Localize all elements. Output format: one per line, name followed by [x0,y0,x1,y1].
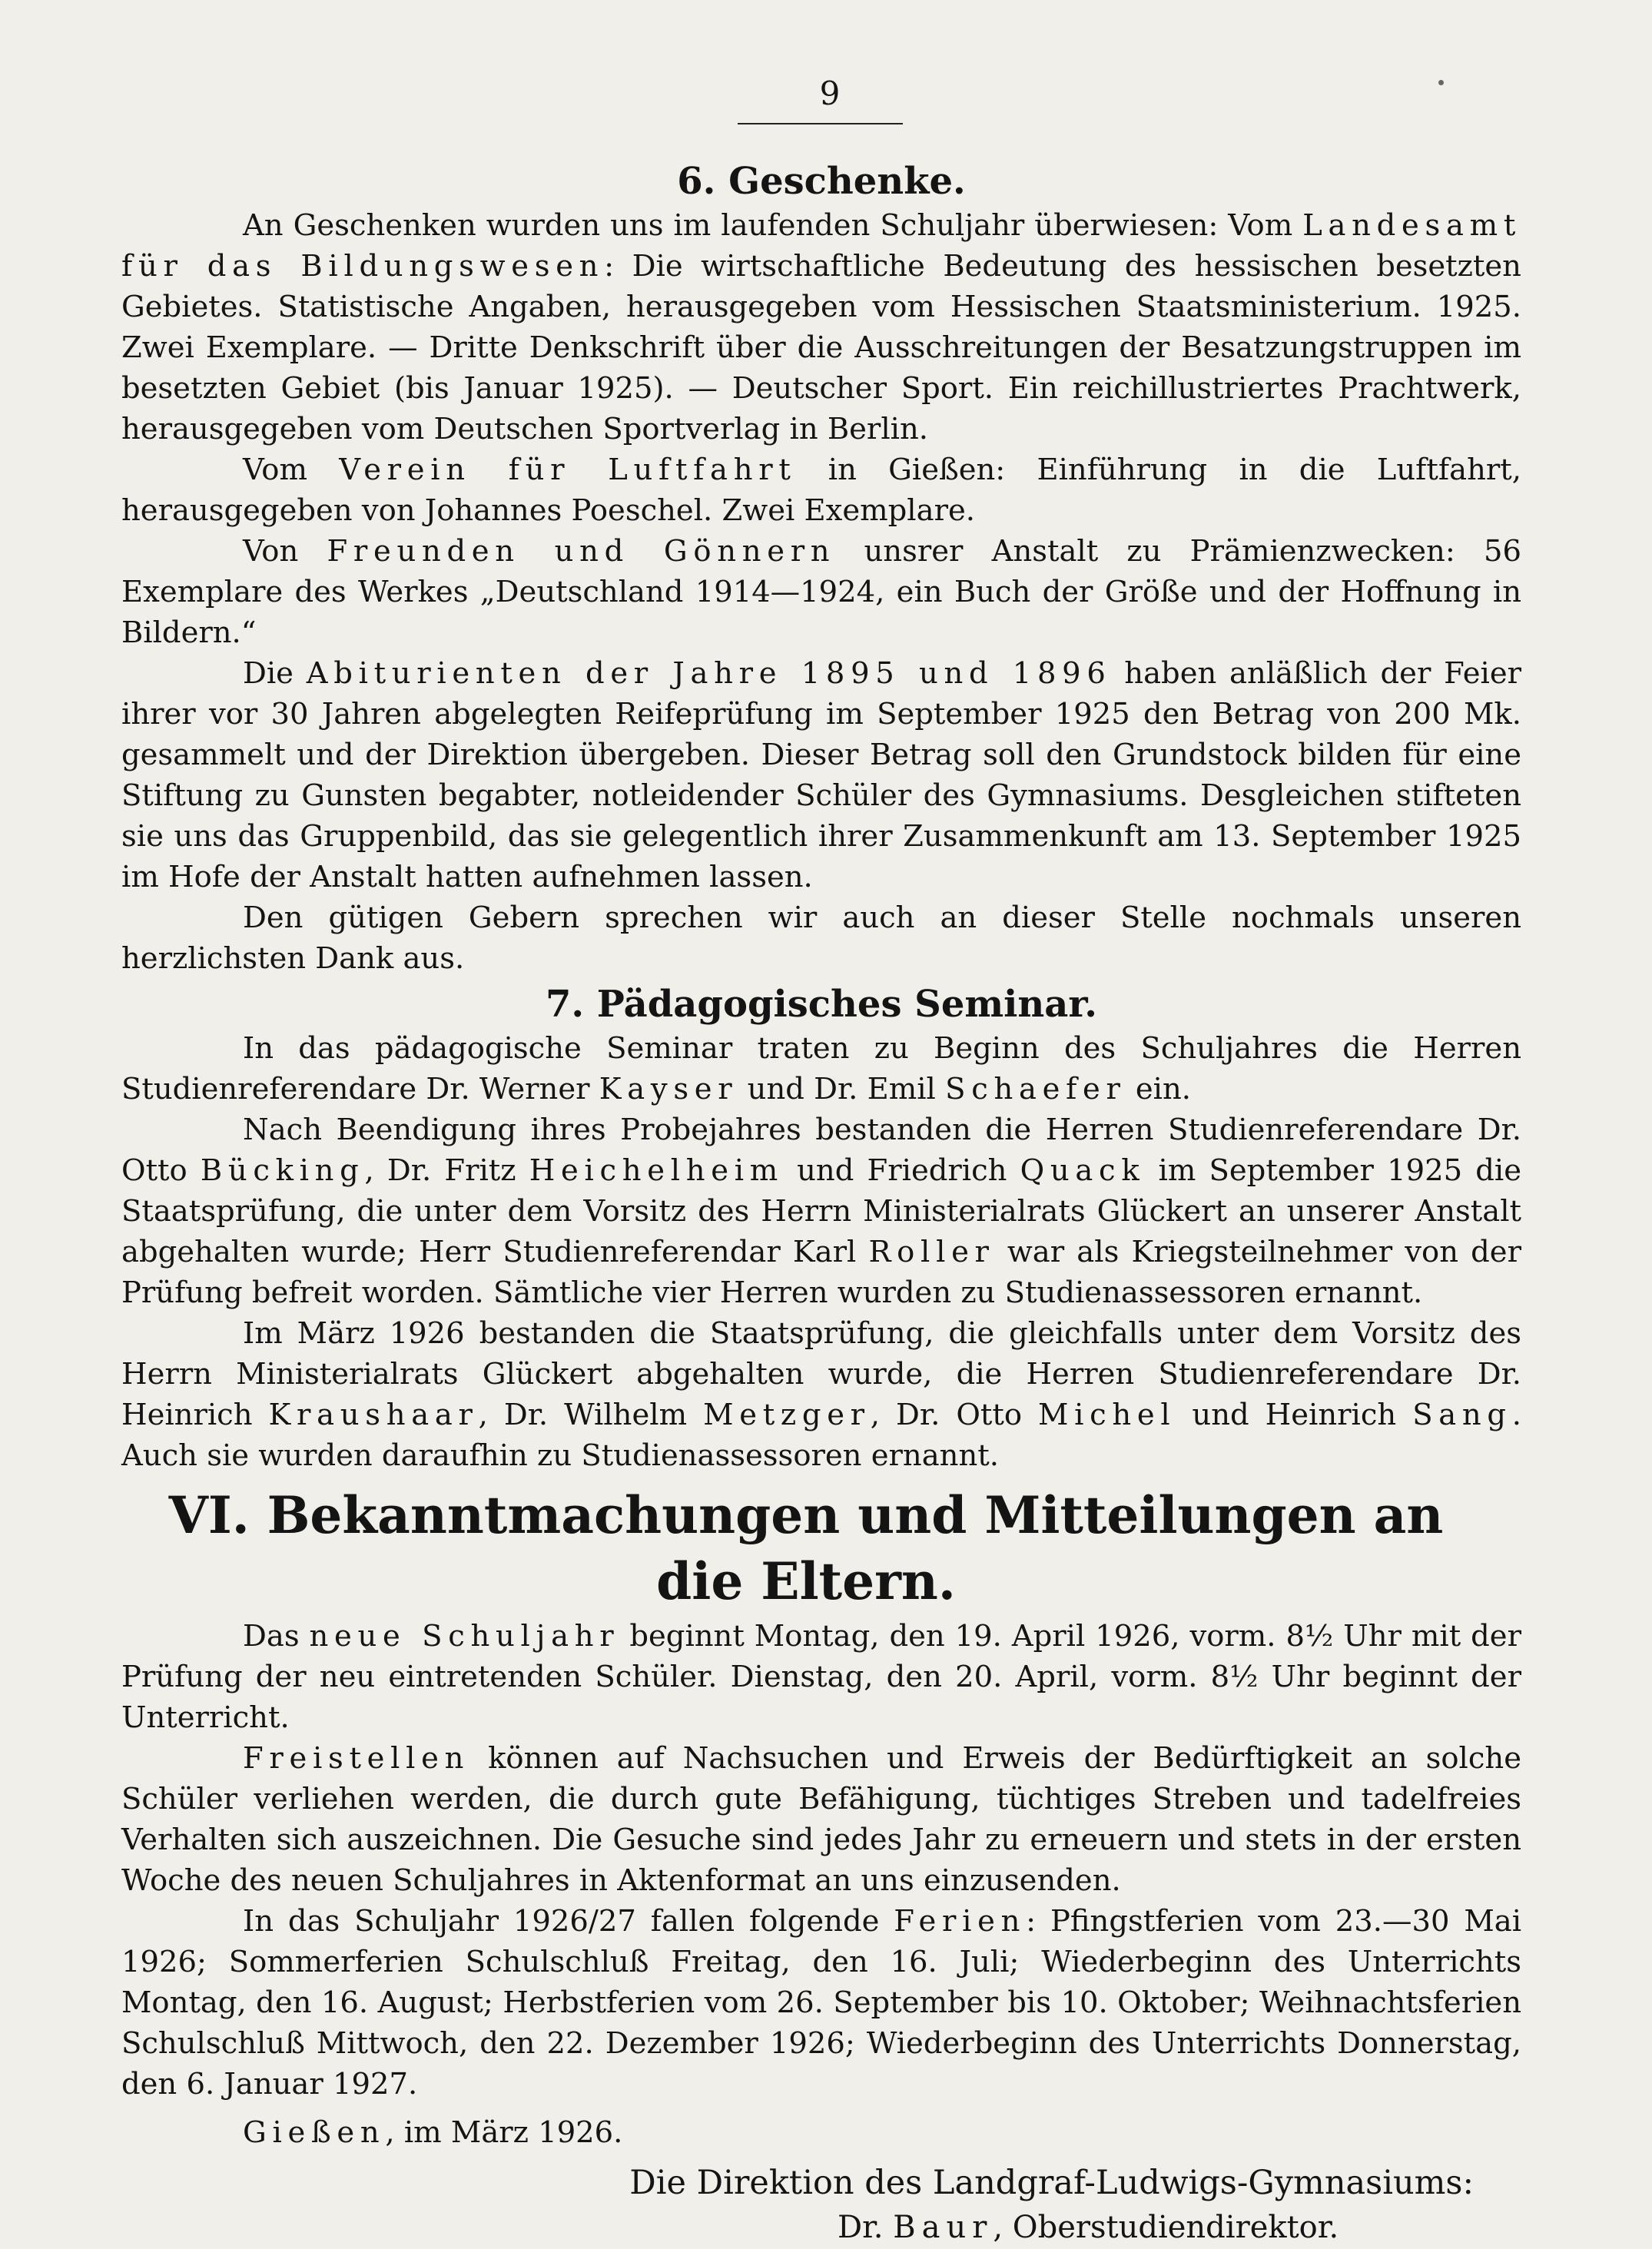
section-vi-title: VI. Bekanntmachungen und Mitteilungen an die Eltern. [168,1485,1444,1611]
paragraph: In das pädagogische Seminar traten zu Beginn des Schuljahres die Herren Studienreferendare Dr. Werner Kayser und Dr. Emil Schaefer ein. [121,1031,1521,1106]
page-number-rule [738,123,903,124]
paragraph: Den gütigen Gebern sprechen wir auch an dieser Stelle nochmals unseren herzlichsten Dank aus. [121,901,1521,976]
spaced-text: Landesamt für das Bildungswesen [121,208,1521,284]
paragraph: An Geschenken wurden uns im laufenden Schuljahr überwiesen: Vom Landesamt für das Bildungswesen: Die wirtschaftliche Bedeutung des hessischen besetzten Gebietes. Statistische Angaben, herausgegeben vom Hessischen Staatsministerium. 1925. Zwei Exemplare. — Dritte Denkschrift über die Ausschreitungen der Besatzungstruppen im besetzten Gebiet (bis Januar 1925). — Deutscher Sport. Ein reichillustriertes Prachtwerk, herausgegeben vom Deutschen Sportverlag in Berlin. [121,208,1521,446]
print-speck [1438,80,1444,85]
section-6-title: 6. Geschenke. [677,160,966,203]
signatory: Dr. Baur, Oberstudiendirektor. [838,2210,1339,2245]
body-column [121,158,1521,2249]
paragraph: Die Abiturienten der Jahre 1895 und 1896 haben anläßlich der Feier ihrer vor 30 Jahren abgelegten Reifeprüfung im September 1925 den Betrag von 200 Mk. gesammelt und der Direktion übergeben. Dieser Betrag soll den Grundstock bilden für eine Stiftung zu Gunsten begabter, notleidender Schüler des Gymnasiums. Desgleichen stifteten sie uns das Gruppenbild, das sie gelegentlich ihrer Zusammenkunft am 13. September 1925 im Hofe der Anstalt hatten aufnehmen lassen. [121,656,1522,894]
paragraph: Im März 1926 bestanden die Staatsprüfung, die gleichfalls unter dem Vorsitz des Herrn Ministerialrats Glückert abgehalten wurde, die Herren Studienreferendare Dr. Heinrich Kraushaar, Dr. Wilhelm Metzger, Dr. Otto Michel und Heinrich Sang. Auch sie wurden daraufhin zu Studienassessoren ernannt. [121,1316,1522,1473]
paragraph: Das neue Schuljahr beginnt Montag, den 19. April 1926, vorm. 8½ Uhr mit der Prüfung der neu eintretenden Schüler. Dienstag, den 20. April, vorm. 8½ Uhr beginnt der Unterricht. [121,1619,1521,1735]
paragraph: Freistellen können auf Nachsuchen und Erweis der Bedürftigkeit an solche Schüler verliehen werden, die durch gute Befähigung, tüchtiges Streben und tadelfreies Verhalten sich auszeichnen. Die Gesuche sind jedes Jahr zu erneuern und stets in der ersten Woche des neuen Schuljahres in Aktenformat an uns einzusenden. [121,1741,1521,1898]
paragraph: Von Freunden und Gönnern unsrer Anstalt zu Prämienzwecken: 56 Exemplare des Werkes „Deutschland 1914—1924, ein Buch der Größe und der Hoffnung in Bildern.“ [121,534,1521,650]
paragraph: Vom Verein für Luftfahrt in Gießen: Einführung in die Luftfahrt, herausgegeben von Johannes Poeschel. Zwei Exemplare. [121,453,1522,528]
section-7-title: 7. Pädagogisches Seminar. [545,983,1097,1026]
spaced-text: Verein für Luftfahrt [339,453,797,487]
paragraph: In das Schuljahr 1926/27 fallen folgende Ferien: Pfingstferien vom 23.—30 Mai 1926; Sommerferien Schulschluß Freitag, den 16. Juli; Wiederbeginn des Unterrichts Montag, den 16. August; Herbstferien vom 26. September bis 10. Oktober; Weihnachtsferien Schulschluß Mittwoch, den 22. Dezember 1926; Wiederbeginn des Unterrichts Donnerstag, den 6. Januar 1927. [121,1904,1522,2101]
paragraph: Nach Beendigung ihres Probejahres bestanden die Herren Studienreferendare Dr. Otto Bücking, Dr. Fritz Heichelheim und Friedrich Quack im September 1925 die Staatsprüfung, die unter dem Vorsitz des Herrn Ministerialrats Glückert an unserer Anstalt abgehalten wurde; Herr Studienreferendar Karl Roller war als Kriegsteilnehmer von der Prüfung befreit worden. Sämtliche vier Herren wurden zu Studienassessoren ernannt. [121,1113,1521,1310]
place-date: Gießen, im März 1926. [243,2115,623,2150]
page-number: 9 [819,75,841,112]
spaced-text: Abiturienten der Jahre 1895 und 1896 [306,656,1112,691]
signature-line: Die Direktion des Landgraf-Ludwigs-Gymnasiums: [629,2164,1474,2202]
spaced-text: Freunden und Gönnern [327,534,836,569]
